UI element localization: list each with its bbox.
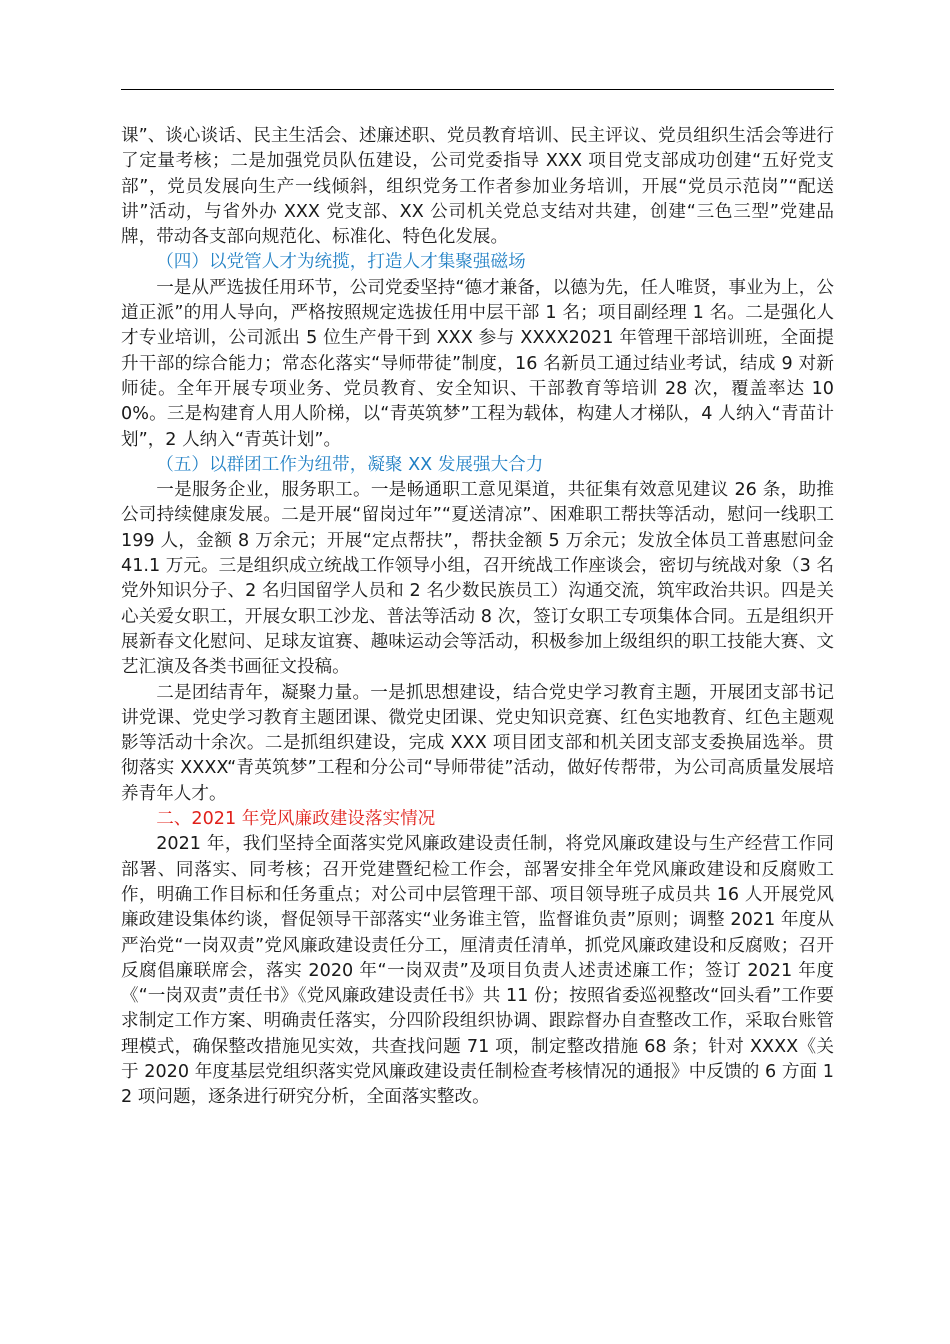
paragraph-integrity: 2021 年，我们坚持全面落实党风廉政建设责任制，将党风廉政建设与生产经营工作同部署、同落实、同考核；召开党建暨纪检工作会，部署安排全年党风廉政建设和反腐败工作，明确工作目标和任务重点；对公司中层管理干部、项目领导班子成员共 16 人开展党风廉政建设集体约谈，督促领导干部落实“业务谁主管，监督谁负责”原则；调整 2021 年度从严治党“一岗双责”党风廉政建设责任分工，厘清责任清单，抓党风廉政建设和反腐败；召开反腐倡廉联席会，落实 2020 年“一岗双责”及项目负责人述责述廉工作；签订 2021 年度《“一岗双责”责任书》《党风廉政建设责任书》共 11 份；按照省委巡视整改“回头看”工作要求制定工作方案、明确责任落实，分四阶段组织协调、跟踪督办自查整改工作，采取台账管理模式，确保整改措施见实效，共查找问题 71 项，制定整改措施 68 条；针对 XXXX《关于 2020 年度基层党组织落实党风廉政建设责任制检查考核情况的通报》中反馈的 6 方面 12 项问题，逐条进行研究分析，全面落实整改。 [121,834,834,1108]
paragraph-serve-staff: 一是服务企业，服务职工。一是畅通职工意见渠道，共征集有效意见建议 26 条，助推公司持续健康发展。二是开展“留岗过年”“夏送清凉”、困难职工帮扶等活动，慰问一线职工 199 人，金额 8 万余元；开展“定点帮扶”，帮扶金额 5 万余元；发放全体员工普惠慰问金 41.1 万元。三是组织成立统战工作领导小组，召开统战工作座谈会，密切与统战对象（3 名党外知识分子、2 名归国留学人员和 2 名少数民族员工）沟通交流，筑牢政治共识。四是关心关爱女职工，开展女职工沙龙、普法等活动 8 次，签订女职工专项集体合同。五是组织开展新春文化慰问、足球友谊赛、趣味运动会等活动，积极参加上级组织的职工技能大赛、文艺汇演及各类书画征文投稿。 [121,480,834,678]
document-body [121,124,834,1111]
paragraph-youth: 二是团结青年，凝聚力量。一是抓思想建设，结合党史学习教育主题，开展团支部书记讲党课、党史学习教育主题团课、微党史团课、党史知识竞赛、红色实地教育、红色主题观影等活动十余次。二是抓组织建设，完成 XXX 项目团支部和机关团支部支委换届选举。贯彻落实 XXXX“青英筑梦”工程和分公司“导师带徒”活动，做好传帮带，为公司高质量发展培养青年人才。 [121,682,834,804]
header-rule [121,89,834,90]
chapter-heading-integrity: 二、2021 年党风廉政建设落实情况 [156,809,436,830]
section-heading-mass-groups: （五）以群团工作为纽带，凝聚 XX 发展强大合力 [156,454,544,475]
section-heading-talent: （四）以党管人才为统揽，打造人才集聚强磁场 [156,252,526,273]
paragraph-continuation: 课”、谈心谈话、民主生活会、述廉述职、党员教育培训、民主评议、党员组织生活会等进行了定量考核；二是加强党员队伍建设，公司党委指导 XXX 项目党支部成功创建“五好党支部”，党员发展向生产一线倾斜，组织党务工作者参加业务培训，开展“党员示范岗”“配送讲”活动，与省外办 XXX 党支部、XX 公司机关党总支结对共建，创建“三色三型”党建品牌，带动各支部向规范化、标准化、特色化发展。 [121,126,834,248]
paragraph-talent: 一是从严选拔任用环节，公司党委坚持“德才兼备，以德为先，任人唯贤，事业为上，公道正派”的用人导向，严格按照规定选拔任用中层干部 1 名；项目副经理 1 名。二是强化人才专业培训，公司派出 5 位生产骨干到 XXX 参与 XXXX2021 年管理干部培训班，全面提升干部的综合能力；常态化落实“导师带徒”制度，16 名新员工通过结业考试，结成 9 对新师徒。全年开展专项业务、党员教育、安全知识、干部教育等培训 28 次，覆盖率达 100%。三是构建育人用人阶梯，以“青英筑梦”工程为载体，构建人才梯队，4 人纳入“青苗计划”，2 人纳入“青英计划”。 [121,277,834,450]
